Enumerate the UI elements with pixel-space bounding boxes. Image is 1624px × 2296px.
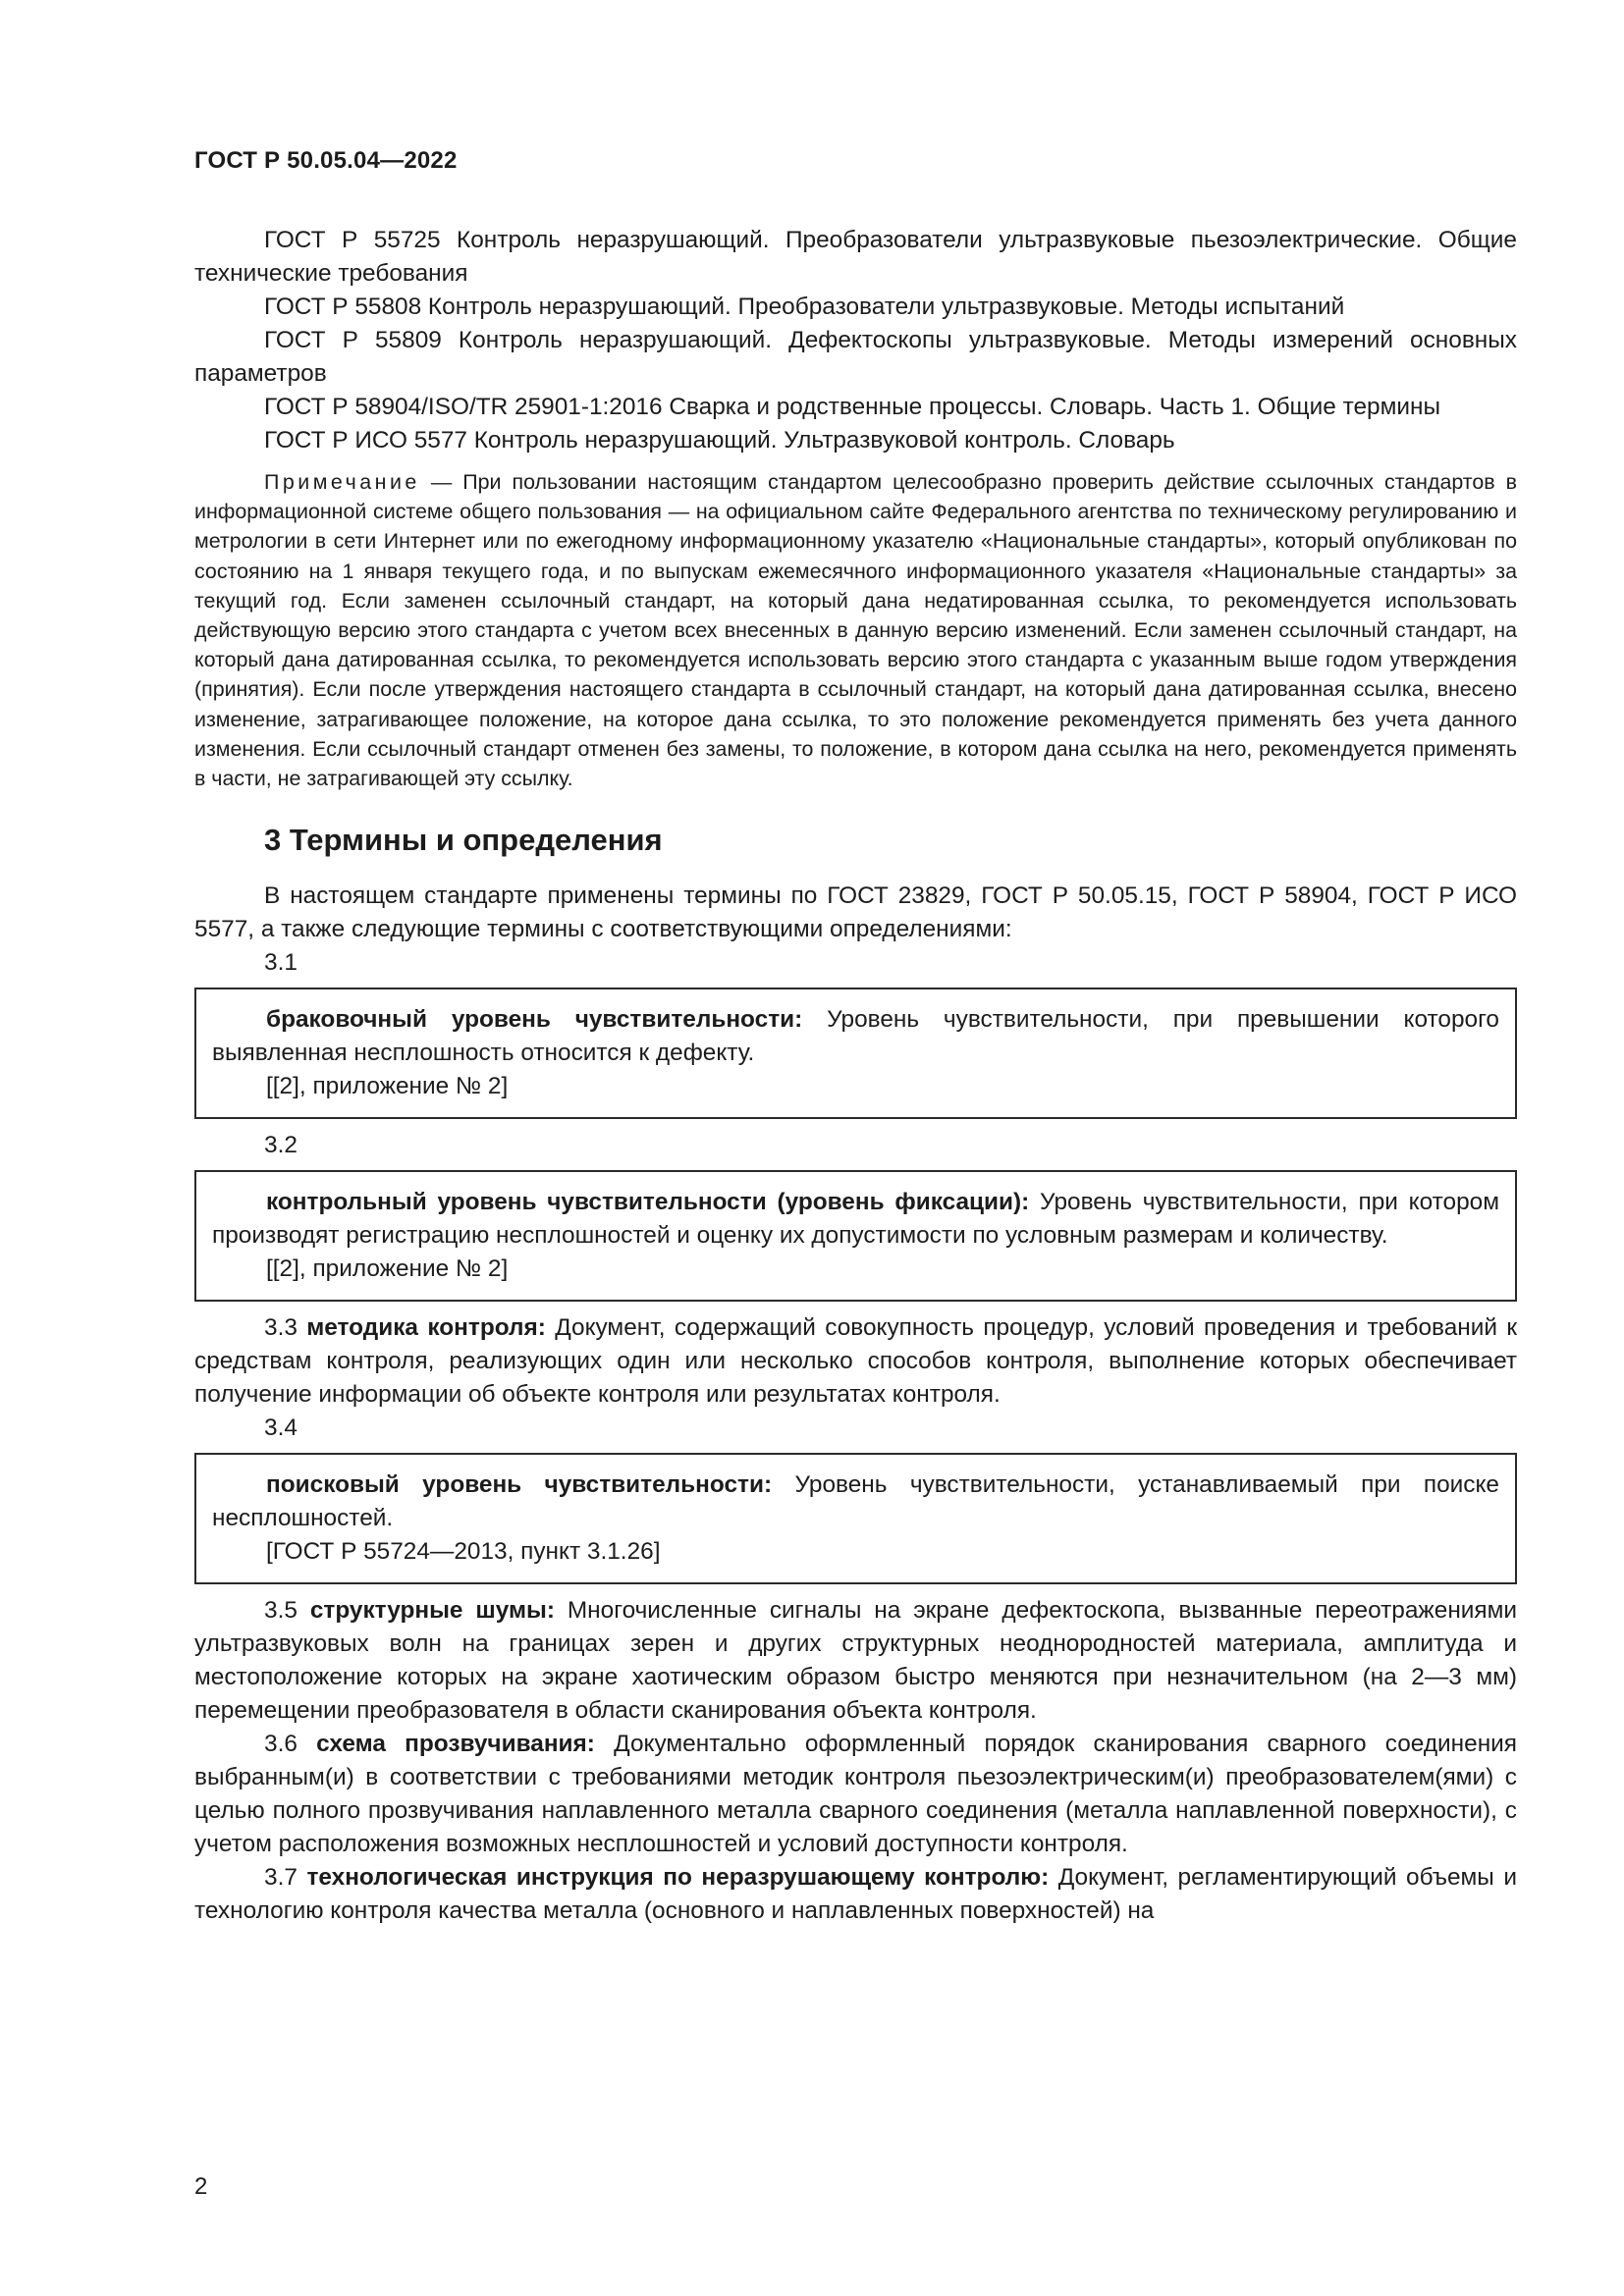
term-name: контрольный уровень чувствительности (уровень фиксации): [266, 1189, 1030, 1216]
running-title: ГОСТ Р 50.05.04—2022 [194, 147, 458, 174]
term-name: технологическая инструкция по неразрушающему контролю: [306, 1864, 1050, 1892]
term-paragraph [194, 1861, 1517, 1928]
term-number: 3.7 [264, 1864, 307, 1892]
note-paragraph [194, 467, 1517, 793]
term-text: Уровень чувствительности, устанавливаемый при поиске несплошностей. [212, 1471, 1499, 1532]
term-number: 3.3 [264, 1314, 307, 1342]
term-text: Многочисленные сигналы на экране дефектоскопа, вызванные переотражениями ультразвуковых волн на границах зерен и других структурных неоднородностей материала, амплитуда и местоположение которых на экране хаотическим образом быстро меняются при незначительном (на 2—3 мм) перемещении преобразователя в области сканирования объекта контроля. [194, 1597, 1518, 1725]
term-name: браковочный уровень чувствительности: [266, 1006, 803, 1034]
term-name: схема прозвучивания: [316, 1731, 595, 1758]
reference-item: ГОСТ Р ИСО 5577 Контроль неразрушающий. Ультразвуковой контроль. Словарь [264, 427, 1175, 454]
note-label: Примечание [264, 470, 420, 494]
term-paragraph [194, 1594, 1517, 1728]
term-name: структурные шумы: [309, 1597, 555, 1625]
term-number: 3.6 [264, 1731, 317, 1758]
term-paragraph [194, 1311, 1517, 1412]
term-source: [[2], приложение № 2] [266, 1255, 509, 1283]
term-definition [212, 1186, 1499, 1253]
term-box [194, 988, 1517, 1119]
term-number: 3.1 [264, 949, 298, 977]
term-definition [212, 1468, 1499, 1535]
term-source: [[2], приложение № 2] [266, 1073, 509, 1100]
term-text: Уровень чувствительности, при превышении которого выявленная несплошность относится к дефекту. [212, 1006, 1499, 1067]
term-number: 3.2 [264, 1132, 298, 1159]
reference-item: ГОСТ Р 55809 Контроль неразрушающий. Дефектоскопы ультразвуковые. Методы измерений основных параметров [194, 327, 1517, 387]
term-source: [ГОСТ Р 55724—2013, пункт 3.1.26] [266, 1538, 661, 1566]
term-number: 3.5 [264, 1597, 310, 1625]
term-text: Документ, регламентирующий объемы и технологию контроля качества металла (основного и наплавленных поверхностей) на [194, 1864, 1517, 1925]
term-name: поисковый уровень чувствительности: [266, 1471, 773, 1499]
term-paragraph [194, 1728, 1517, 1861]
reference-item: ГОСТ Р 55808 Контроль неразрушающий. Преобразователи ультразвуковые. Методы испытаний [264, 294, 1345, 320]
term-box [194, 1170, 1517, 1302]
reference-item: ГОСТ Р 55725 Контроль неразрушающий. Преобразователи ультразвуковые пьезоэлектрические. Общие технические требования [194, 227, 1517, 287]
term-definition [212, 1003, 1499, 1070]
page-content [194, 224, 1517, 1928]
term-box [194, 1453, 1517, 1584]
page-number: 2 [194, 2173, 208, 2200]
term-name: методика контроля: [306, 1314, 546, 1342]
term-text: Документально оформленный порядок сканирования сварного соединения выбранным(и) в соответствии с требованиями методик контроля пьезоэлектрическим(и) преобразователем(ями) с целью полного прозвучивания наплавленного металла сварного соединения (металла наплавленной поверхности), с учетом расположения возможных несплошностей и условий доступности контроля. [194, 1731, 1518, 1858]
term-text: Уровень чувствительности, при котором производят регистрацию несплошностей и оценку их допустимости по условным размерам и количеству. [212, 1189, 1500, 1250]
section-intro: В настоящем стандарте применены термины по ГОСТ 23829, ГОСТ Р 50.05.15, ГОСТ Р 58904, ГОСТ Р ИСО 5577, а также следующие термины с соответствующими определениями: [194, 882, 1517, 943]
term-text: Документ, содержащий совокупность процедур, условий проведения и требований к средствам контроля, реализующих один или несколько способов контроля, выполнение которых обеспечивает получение информации об объекте контроля или результатах контроля. [194, 1314, 1518, 1409]
section-title: 3 Термины и определения [264, 823, 663, 858]
note-text: — При пользовании настоящим стандартом целесообразно проверить действие ссылочных стандартов в информационной системе общего пользования — на официальном сайте Федерального агентства по техническому регулированию и метрологии в сети Интернет или по ежегодному информационному указателю «Национальные стандарты», который опубликован по состоянию на 1 января текущего года, и по выпускам ежемесячного информационного указателя «Национальные стандарты» за текущий год. Если заменен ссылочный стандарт, на который дана недатированная ссылка, то рекомендуется использовать действующую версию этого стандарта с учетом всех внесенных в данную версию изменений. Если заменен ссылочный стандарт, на который дана датированная ссылка, то рекомендуется использовать версию этого стандарта с указанным выше годом утверждения (принятия). Если после утверждения настоящего стандарта в ссылочный стандарт, на который дана датированная ссылка, внесено изменение, затрагивающее положение, на которое дана ссылка, то это положение рекомендуется применять без учета данного изменения. Если ссылочный стандарт отменен без замены, то положение, в котором дана ссылка на него, рекомендуется применять в части, не затрагивающей эту ссылку. [194, 470, 1517, 791]
reference-item: ГОСТ Р 58904/ISO/TR 25901-1:2016 Сварка и родственные процессы. Словарь. Часть 1. Общие термины [264, 394, 1440, 420]
term-number: 3.4 [264, 1415, 298, 1442]
